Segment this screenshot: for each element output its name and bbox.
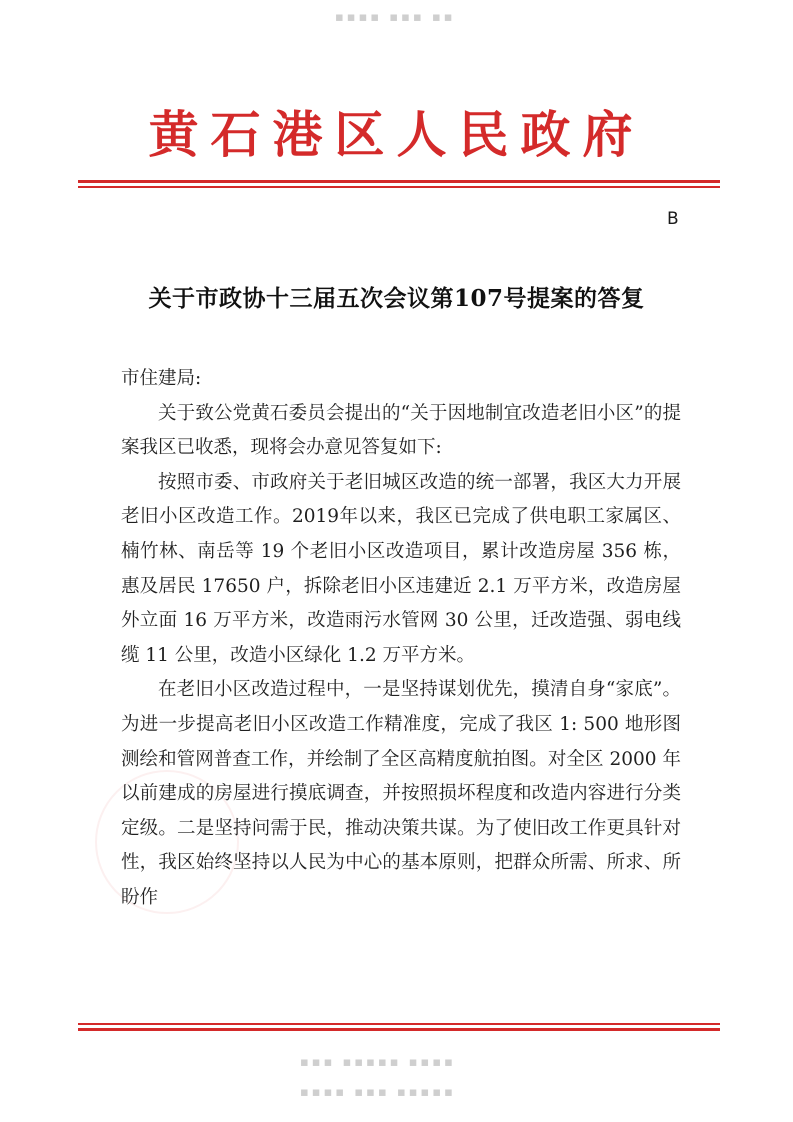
footer-rule-thick xyxy=(78,1028,720,1031)
show-through-text: ▪▪▪ ▪▪▪▪▪ ▪▪▪▪ xyxy=(300,1055,456,1070)
paragraph-3: 在老旧小区改造过程中，一是坚持谋划优先，摸清自身“家底”。为进一步提高老旧小区改造工作精准度，完成了我区 1: 500 地形图测绘和管网普查工作，并绘制了全区高精度航拍图。对全区 2000 年以前建成的房屋进行摸底调查，并按照损坏程度和改造内容进行分类定级。二是坚持问需于民，推动决策共谋。为了使旧改工作更具针对性，我区始终坚持以人民为中心的基本原则，把群众所需、所求、所盼作 xyxy=(121,679,681,908)
government-letterhead: 黄石港区人民政府 xyxy=(148,105,645,164)
letterhead-rule-thin xyxy=(78,186,720,188)
show-through-text: ▪▪▪▪ ▪▪▪ ▪▪▪▪▪ xyxy=(300,1085,456,1100)
document-title: 关于市政协十三届五次会议第107号提案的答复 xyxy=(148,285,645,312)
document-body xyxy=(121,362,681,916)
footer-rule-thin xyxy=(78,1023,720,1025)
paragraph-2: 按照市委、市政府关于老旧城区改造的统一部署，我区大力开展老旧小区改造工作。2019年以来，我区已完成了供电职工家属区、楠竹林、南岳等 19 个老旧小区改造项目，累计改造房屋 356 栋，惠及居民 17650 户，拆除老旧小区违建近 2.1 万平方米，改造房屋外立面 16 万平方米，改造雨污水管网 30 公里，迁改造强、弱电线缆 11 公里，改造小区绿化 1.2 万平方米。 xyxy=(121,471,681,666)
addressee: 市住建局: xyxy=(121,368,202,389)
letterhead-rule-thick xyxy=(78,180,720,183)
document-mark: B xyxy=(667,209,679,229)
paragraph-1: 关于致公党黄石委员会提出的“关于因地制宜改造老旧小区”的提案我区已收悉，现将会办意见答复如下: xyxy=(121,402,681,459)
show-through-text: ▪▪▪▪ ▪▪▪ ▪▪ xyxy=(335,10,456,25)
